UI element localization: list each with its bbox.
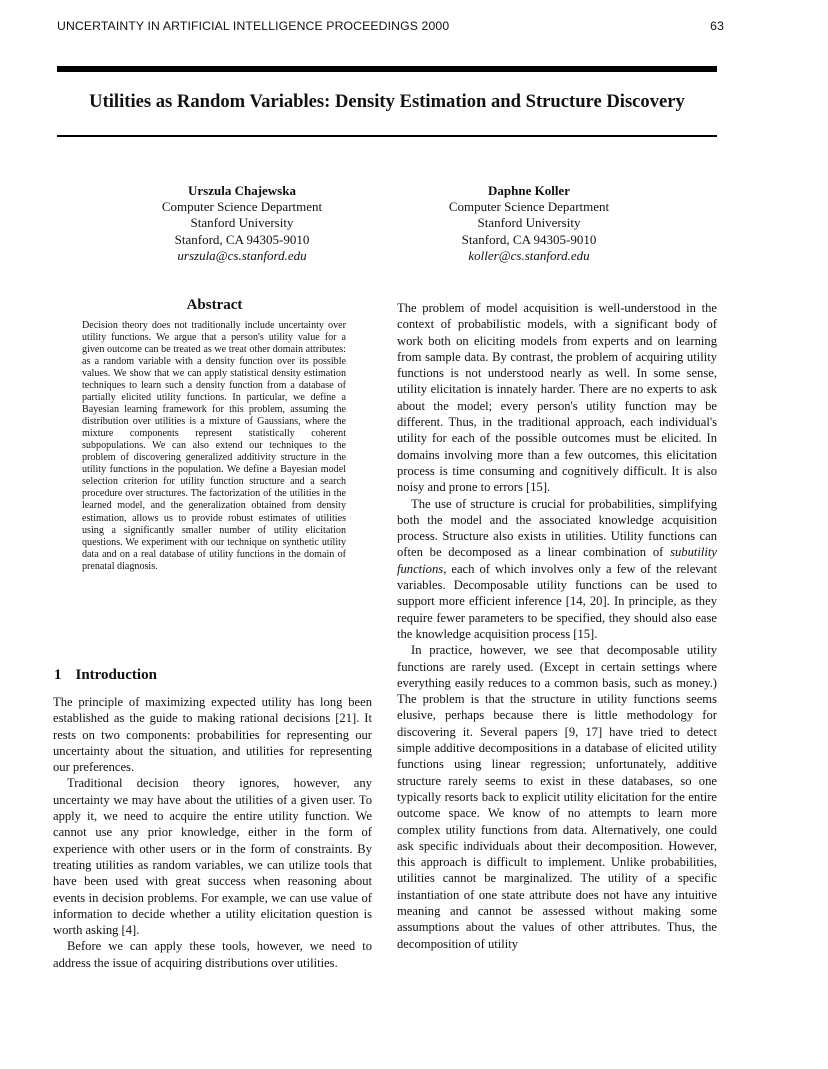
- author-address: Stanford, CA 94305-9010: [461, 231, 597, 247]
- text-run: , each of which involves only a few of the relevant variables. Decomposable utility functions can be used to support more efficient inference [14, 20]. In principle, as they require fewer parameters to be specified, they should also ease the knowledge acquisition process [15].: [397, 561, 717, 641]
- section-title: Introduction: [75, 667, 157, 683]
- author-name: Daphne Koller: [488, 183, 570, 198]
- section-heading: [54, 667, 157, 684]
- body-paragraph: [397, 496, 717, 643]
- paper-title: Utilities as Random Variables: Density Estimation and Structure Discovery: [89, 91, 685, 112]
- abstract-heading: Abstract: [186, 297, 243, 313]
- body-paragraph: Before we can apply these tools, however, we need to address the issue of acquiring distributions over utilities.: [53, 939, 372, 970]
- author-name: Urszula Chajewska: [188, 183, 296, 198]
- emphasized-term: subutility functions: [397, 545, 717, 576]
- author-email: koller@cs.stanford.edu: [468, 247, 590, 263]
- title-top-rule: [57, 66, 717, 72]
- author-block-2: [379, 183, 679, 264]
- body-paragraph: In practice, however, we see that decomposable utility functions are rarely used. (Except in certain settings where everything easily reduces to a common basis, such as money.) The problem is that the structure in utility functions seems elusive, perhaps because there is little methodology for discovering it. Several papers [9, 17] have tried to detect simple additive decompositions in a database of elicited utility functions using linear regression; unfortunately, additive structure rarely seems to exist in these databases, so one typically resorts back to explicit utility elicitation for the entire outcome space. We know of no attempts to learn more complex utility functions from data. Alternatively, one could ask specific individuals about their decomposition. However, this approach is difficult to implement. Unlike probabilities, utilities cannot be marginalized. The utility of a specific instantiation of one state attribute does not have any intuitive meaning and cannot be assessed without making some assumptions about the values of other attributes. Thus, the decomposition of utility: [397, 643, 717, 951]
- author-department: Computer Science Department: [448, 199, 610, 215]
- page-number: 63: [710, 19, 724, 33]
- author-email: urszula@cs.stanford.edu: [177, 247, 307, 263]
- author-university: Stanford University: [477, 215, 581, 231]
- body-paragraph: Traditional decision theory ignores, however, any uncertainty we may have about the utilities of a given user. To apply it, we need to acquire the entire utility function. We cannot use any prior knowledge, either in the form of experience with other users or in the form of constraints. By treating utilities as random variables, we can utilize tools that have been used with great success when reasoning about events in decision problems. For example, we can use value of information to decide whether a utility elicitation question is worth asking [4].: [53, 776, 372, 938]
- body-paragraph: The principle of maximizing expected utility has long been established as the guide to making rational decisions [21]. It rests on two components: probabilities for representing our uncertainty about the situation, and utilities for representing our preferences.: [53, 695, 372, 775]
- author-university: Stanford University: [190, 215, 294, 231]
- body-paragraph: The problem of model acquisition is well-understood in the context of probabilistic models, with a significant body of work both on eliciting models from experts and on learning from sample data. By contrast, the problem of acquiring utility functions is not understood nearly as well. In some sense, utility elicitation is innately harder. There are no experts to ask about the model; every person's utility function may be different. Thus, in the traditional approach, each individual's utility for each of the possible outcomes must be elicited. In domains involving more than a few outcomes, this elicitation process is time consuming and cognitively difficult. It is also noisy and prone to errors [15].: [397, 301, 717, 495]
- author-address: Stanford, CA 94305-9010: [174, 231, 310, 247]
- right-column-body: [397, 300, 717, 952]
- left-column-body: [53, 694, 372, 971]
- section-number: 1: [54, 667, 62, 683]
- author-department: Computer Science Department: [161, 199, 323, 215]
- author-block-1: [92, 183, 392, 264]
- text-run: The use of structure is crucial for probabilities, simplifying both the model and the associated knowledge acquisition process. Structure also exists in utilities. Utility functions can often be decomposed as a linear combination of: [397, 496, 717, 560]
- title-bottom-rule: [57, 135, 717, 137]
- running-header: [57, 19, 724, 33]
- venue-name: UNCERTAINTY IN ARTIFICIAL INTELLIGENCE PROCEEDINGS 2000: [57, 19, 450, 33]
- abstract-text: Decision theory does not traditionally include uncertainty over utility functions. We argue that a person's utility value for a given outcome can be treated as we treat other domain attributes: as a random variable with a density function over its possible values. We show that we can apply statistical density estimation techniques to learn such a density function from a database of partially elicited utility functions. In particular, we define a Bayesian learning framework for this problem, assuming the distribution over utilities is a mixture of Gaussians, where the mixture components represent statistically coherent subpopulations. We can also extend our techniques to the problem of discovering generalized additivity structure in the utility functions in the population. We define a Bayesian model selection criterion for utility function structure and a search procedure over structures. The factorization of the utilities in the learned model, and the generalization obtained from density estimation, allows us to provide robust estimates of utilities using a significantly smaller number of utility elicitation questions. We experiment with our technique on synthetic utility data and on a real database of utility functions in the domain of prenatal diagnosis.: [82, 320, 346, 572]
